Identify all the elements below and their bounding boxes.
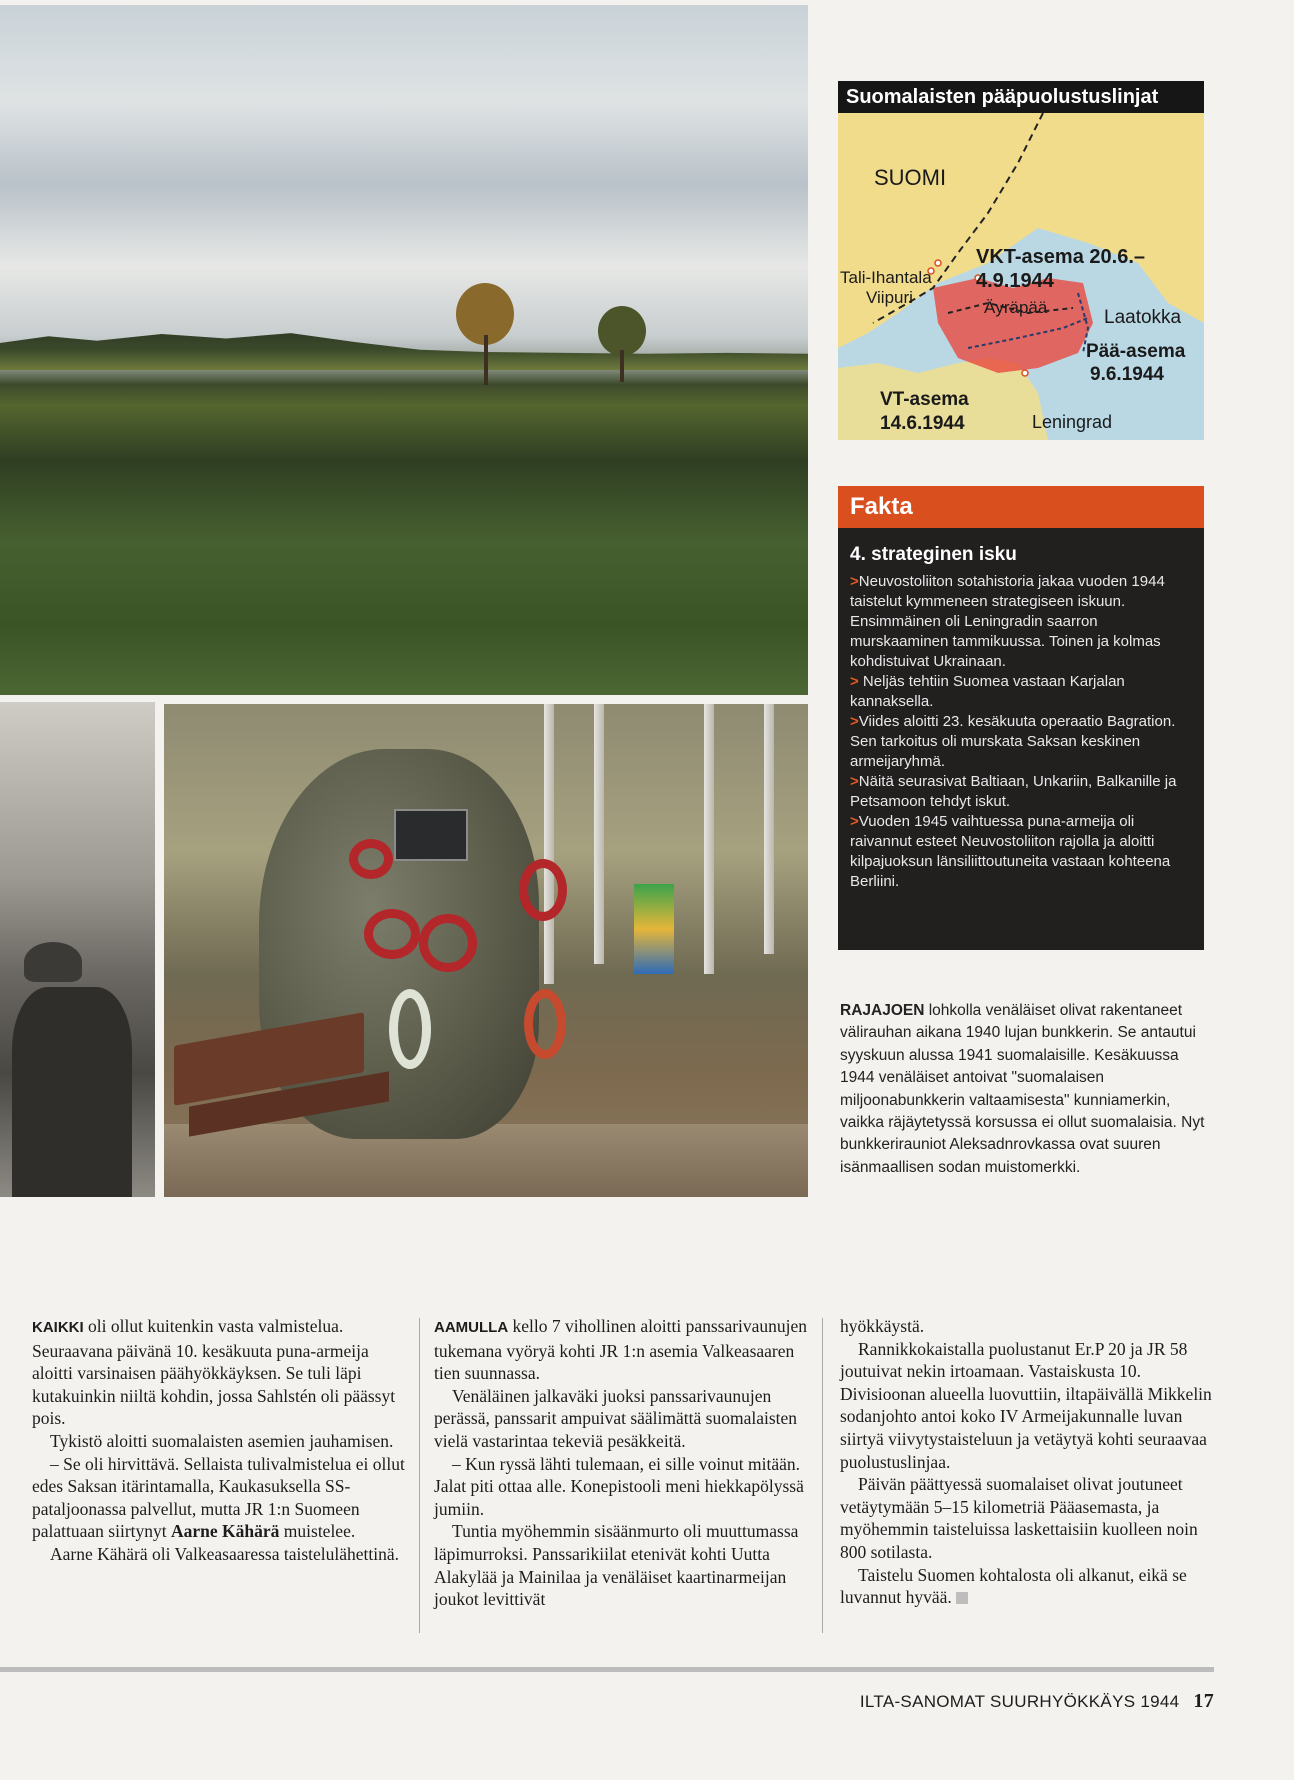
map-label-ayrapaa: Äyräpää [984,298,1048,317]
arrow-icon: > [850,813,859,830]
small-tree-trunk [620,350,624,382]
memorial-photo [164,704,808,1197]
fakta-item: >Viides aloitti 23. kesäkuuta operaatio Bagration. Sen tarkoitus oli murskata Saksan keskinen armeijaryhmä. [850,713,1176,770]
fakta-item: > Neljäs tehtiin Suomea vastaan Karjalan kannaksella. [850,673,1125,710]
map-label-vt: VT-asema [880,389,969,410]
map-label-tali: Tali-Ihantala [840,268,932,287]
map-title: Suomalaisten pääpuolustuslinjat [838,81,1204,113]
map-graphic [838,113,1204,440]
map-label-vkt-date: 4.9.1944 [976,270,1054,292]
fakta-title: 4. strateginen isku [850,544,1017,565]
wreath [524,989,566,1059]
paragraph: Tykistö aloitti suomalaisten asemien jauhamisen. [50,1430,394,1451]
map-label-paa: Pää-asema [1086,341,1186,362]
paragraph: hyökkäystä. [840,1316,925,1336]
page-number: 17 [1193,1690,1214,1712]
map-label-vkt: VKT-asema 20.6.– [976,246,1145,268]
article-column-1 [32,1315,406,1566]
fakta-box [838,528,1204,950]
article-column-3 [840,1315,1214,1609]
paragraph: Taistelu Suomen kohtalosta oli alkanut, eikä se luvannut hyvää. [840,1564,1187,1608]
wreath [389,989,431,1069]
paragraph: KAIKKI oli ollut kuitenkin vasta valmistelua. Seuraavana päivänä 10. kesäkuuta puna-armeija aloitti varsinaisen päähyökkäyksen. Se tuli läpi kutakuinkin niiltä kohdin, jossa Sahlstén oli päässyt pois. [32,1316,396,1429]
caption-lead: RAJAJOEN [840,1002,925,1019]
soldier-body [12,987,132,1197]
article-column-2 [434,1315,808,1611]
map-label-vt-date: 14.6.1944 [880,413,965,434]
soldier-photo [0,702,155,1197]
birch-trunk [544,704,554,984]
map-label-suomi: SUOMI [874,165,947,190]
playground [634,884,674,974]
paragraph: Venäläinen jalkaväki juoksi panssarivaunujen perässä, panssarit ampuivat säälimättä suomalaisten vielä vastarintaa tekeviä pesäkkeitä. [434,1385,798,1451]
bottom-rule [0,1667,1214,1672]
leningrad-dot [1022,370,1028,376]
small-tree-crown [598,306,646,356]
paragraph: – Kun ryssä lähti tulemaan, ei sille voinut mitään. Jalat piti ottaa alle. Konepistooli meni hiekkapölyssä jumiin. [434,1453,804,1519]
map-label-laatokka: Laatokka [1104,307,1182,328]
birch-trunk [594,704,604,964]
page-footer [860,1690,1214,1713]
caption-text: lohkolla venäläiset olivat rakentaneet välirauhan aikana 1940 lujan bunkkerin. Se antautui syyskuun alussa 1941 suomalaisille. Kesäkuussa 1944 venäläiset antoivat "suomalaisen miljoonabunkkerin valtaamisesta" kunniamerkin, vaikka räjäytetyssä korsussa ei ollut suomalaisia. Nyt bunkkerirauniot Aleksadnrovkassa ovat suuren isänmaallisen sodan muistomerkki. [840,1002,1205,1176]
tali-dot [935,260,941,266]
birch-tree-trunk [484,335,488,385]
wreath [349,839,393,879]
map-label-leningrad: Leningrad [1032,412,1113,432]
fakta-item: >Vuoden 1945 vaihtuessa puna-armeija oli raivannut esteet Neuvostoliiton rajolla ja aloitti kilpajuoksun länsiliittoutuneita vastaan kohteena Berliini. [850,813,1171,890]
paragraph: AAMULLA kello 7 vihollinen aloitti panssarivaunujen tukemana vyöryä kohti JR 1:n asemia Valkeasaaren tien suunnassa. [434,1316,808,1384]
arrow-icon: > [850,673,859,690]
wreath [519,859,567,921]
fakta-item: >Neuvostoliiton sotahistoria jakaa vuoden 1944 taistelut kymmeneen strategiseen iskuun. Ensimmäinen oli Leningradin saarron murskaaminen tammikuussa. Toinen ja kolmas kohdistuivat Ukrainaan. [850,573,1165,670]
memorial-plaque [394,809,468,861]
fakta-header: Fakta [838,486,1204,528]
photo-caption [840,1000,1210,1179]
paragraph: Rannikkokaistalla puolustanut Er.P 20 ja JR 58 joutuivat nekin irtoamaan. Vastaiskusta 10. Divisioonan alueella luovuttiin, iltapäivällä Mikkelin sodanjohto antoi koko IV Armeijakunnalle luvan siirtyä viivytystaisteluun ja vetäytyä kohti seuraavaa puolustuslinjaa. [840,1338,1212,1472]
map-label-paa-date: 9.6.1944 [1090,364,1164,385]
gravel-path [164,1124,808,1197]
column-divider [822,1318,823,1633]
paragraph: Päivän päättyessä suomalaiset olivat joutuneet vetäytymään 5–15 kilometriä Pääasemasta, ja myöhemmin taisteluissa laskettaisiin kuolleen noin 800 sotilasta. [840,1474,1198,1562]
birch-trunk [764,704,774,954]
soldier-helmet [24,942,82,982]
paragraph: Aarne Kähärä oli Valkeasaaressa taistelulähettinä. [50,1543,400,1564]
column-divider [419,1318,420,1633]
arrow-icon: > [850,713,859,730]
arrow-icon: > [850,573,859,590]
fakta-item: >Näitä seurasivat Baltiaan, Unkariin, Balkanille ja Petsamoon tehdyt iskut. [850,773,1177,810]
wreath [419,914,477,972]
birch-trunk [704,704,714,974]
publication-name: ILTA-SANOMAT SUURHYÖKKÄYS 1944 [859,1692,1180,1711]
map [838,113,1204,440]
map-label-viipuri: Viipuri [866,288,913,307]
wreath [364,909,420,959]
paragraph: – Se oli hirvittävä. Sellaista tulivalmistelua ei ollut edes Saksan itärintamalla, Kaukasuksella SS-pataljoonassa palvellut, mutta JR 1:n Suomeen palattuaan siirtynyt Aarne Kähärä muistelee. [32,1453,405,1542]
paragraph: Tuntia myöhemmin sisäänmurto oli muuttumassa läpimurroksi. Panssarikiilat etenivät kohti Uutta Alakylää ja Mainilaa ja venäläiset kaartinarmeijan joukot levittivät [434,1521,799,1610]
end-mark-icon [956,1592,968,1604]
arrow-icon: > [850,773,859,790]
